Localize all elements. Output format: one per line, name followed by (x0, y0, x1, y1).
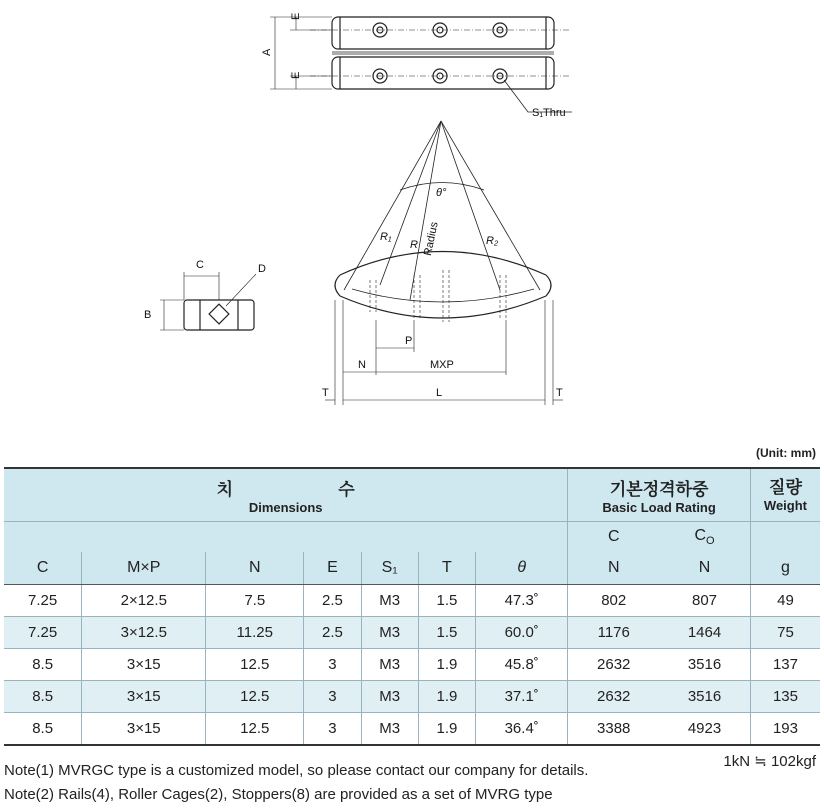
label-L: L (436, 387, 443, 399)
table-cell: 1176 (568, 617, 659, 649)
column-header-s1: S₁ (361, 552, 418, 585)
label-R1: R₁ (380, 231, 392, 243)
label-radius: Radius (421, 220, 441, 257)
column-header-theta: θ (476, 552, 568, 585)
table-cell: 8.5 (4, 681, 82, 713)
label-E-top: E (290, 12, 302, 20)
label-theta: θ° (436, 187, 447, 199)
label-C: C (196, 259, 204, 271)
table-cell: 807 (659, 585, 750, 617)
specification-table (4, 467, 820, 746)
label-R: R (410, 239, 418, 251)
table-cell: 12.5 (206, 649, 304, 681)
header-weight (750, 468, 820, 522)
table-cell: 1.9 (418, 649, 475, 681)
table-cell: 49 (750, 585, 820, 617)
table-cell: 3×15 (82, 713, 206, 746)
label-P: P (405, 335, 413, 347)
table-cell: 7.5 (206, 585, 304, 617)
header-dimensions-kr-2: 수 (338, 480, 355, 499)
table-cell: 1.9 (418, 681, 475, 713)
table-cell: 12.5 (206, 681, 304, 713)
column-header-t: T (418, 552, 475, 585)
table-cell: 7.25 (4, 585, 82, 617)
column-header-c-unit: N (568, 552, 659, 585)
table-cell: 3×15 (82, 681, 206, 713)
table-cell: 75 (750, 617, 820, 649)
column-header-weight-unit: g (750, 552, 820, 585)
column-header-mxp: M×P (82, 552, 206, 585)
header-weight-kr: 질량 (769, 478, 802, 497)
column-header-n: N (206, 552, 304, 585)
column-header-e: E (304, 552, 361, 585)
table-row (4, 681, 820, 713)
label-s1-thru: S₁Thru (532, 107, 566, 119)
table-cell: 3 (304, 649, 361, 681)
table-cell: 8.5 (4, 649, 82, 681)
label-T-left: T (322, 387, 329, 399)
table-cell: 47.3˚ (476, 585, 568, 617)
rail-top-view (270, 17, 572, 112)
header-dimensions-kr-1: 치 (216, 480, 234, 499)
table-cell: M3 (361, 681, 418, 713)
table-cell: 802 (568, 585, 659, 617)
table-cell: 2632 (568, 649, 659, 681)
table-cell: 3×15 (82, 649, 206, 681)
table-cell: M3 (361, 649, 418, 681)
table-cell: 137 (750, 649, 820, 681)
table-cell: 3388 (568, 713, 659, 746)
table-cell: 3516 (659, 649, 750, 681)
cross-section-view (160, 272, 256, 330)
table-cell: 3 (304, 713, 361, 746)
table-row (4, 585, 820, 617)
table-cell: 1464 (659, 617, 750, 649)
table-cell: 4923 (659, 713, 750, 746)
table-row (4, 713, 820, 746)
header-dimensions-en: Dimensions (248, 500, 323, 515)
header-dimensions (4, 468, 568, 522)
table-cell: 1.5 (418, 617, 475, 649)
label-R2: R₂ (486, 235, 499, 247)
label-B: B (144, 309, 152, 321)
table-cell: 135 (750, 681, 820, 713)
conversion-note: 1kN ≒ 102kgf (723, 753, 816, 770)
table-cell: 3516 (659, 681, 750, 713)
table-row (4, 617, 820, 649)
subheader-c: C (607, 528, 620, 545)
table-cell: 2.5 (304, 585, 361, 617)
table-cell: 2×12.5 (82, 585, 206, 617)
subheader-c0: $C_O$ (659, 522, 750, 553)
label-N: N (358, 359, 366, 371)
table-cell: 3 (304, 681, 361, 713)
table-cell: 12.5 (206, 713, 304, 746)
column-header-c: C (4, 552, 82, 585)
header-load-rating (568, 468, 751, 522)
note-1: Note(1) MVRGC type is a customized model, so please contact our company for details. (4, 762, 589, 779)
column-header-c0-unit: N (659, 552, 750, 585)
label-E-bottom: E (290, 71, 302, 79)
table-cell: 45.8˚ (476, 649, 568, 681)
table-cell: 7.25 (4, 617, 82, 649)
table-cell: 2.5 (304, 617, 361, 649)
table-cell: 3×12.5 (82, 617, 206, 649)
header-load-kr: 기본정격하중 (609, 480, 709, 499)
label-A: A (261, 48, 273, 56)
table-row (4, 649, 820, 681)
table-cell: 11.25 (206, 617, 304, 649)
table-cell: 1.5 (418, 585, 475, 617)
label-T-right: T (556, 387, 563, 399)
header-load-en: Basic Load Rating (602, 500, 716, 515)
table-cell: M3 (361, 585, 418, 617)
header-weight-en: Weight (763, 498, 807, 513)
table-cell: 36.4˚ (476, 713, 568, 746)
table-cell: 1.9 (418, 713, 475, 746)
table-cell: M3 (361, 617, 418, 649)
table-cell: 8.5 (4, 713, 82, 746)
unit-label: (Unit: mm) (756, 446, 816, 460)
table-cell: 37.1˚ (476, 681, 568, 713)
label-MXP: MXP (430, 359, 454, 371)
label-D: D (258, 263, 266, 275)
table-cell: 2632 (568, 681, 659, 713)
table-cell: 193 (750, 713, 820, 746)
table-cell: 60.0˚ (476, 617, 568, 649)
note-2: Note(2) Rails(4), Roller Cages(2), Stoppers(8) are provided as a set of MVRG type (4, 786, 553, 803)
table-cell: M3 (361, 713, 418, 746)
